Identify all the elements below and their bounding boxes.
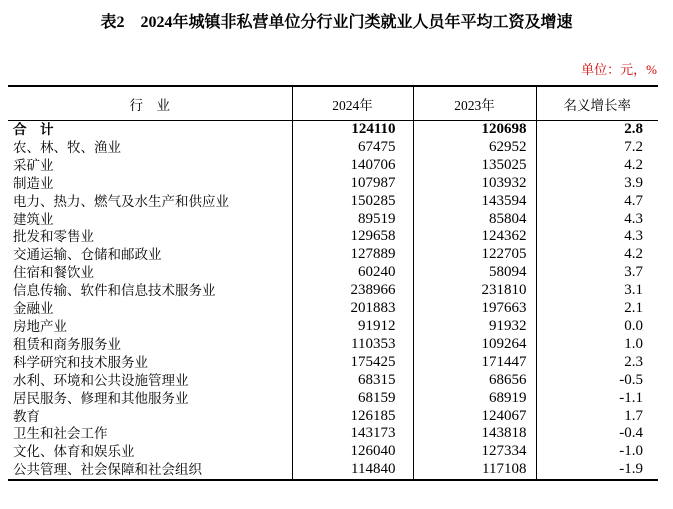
value-2023-cell: 91932 [413,318,536,336]
growth-cell: 2.1 [536,300,658,318]
value-2023-cell: 127334 [413,443,536,461]
column-header-industry: 行 业 [8,86,292,121]
growth-cell: -0.5 [536,372,658,390]
value-2024-cell: 68315 [292,372,413,390]
wage-table [8,85,658,481]
industry-cell: 建筑业 [13,211,54,227]
value-2024-cell: 143173 [292,425,413,443]
industry-cell: 住宿和餐饮业 [13,265,94,281]
table-row [8,408,658,426]
table-row [8,211,658,229]
value-2024-cell: 107987 [292,175,413,193]
table-row [8,425,658,443]
unit-note: 单位：元，% [581,62,657,77]
industry-cell: 文化、体育和娱乐业 [13,444,135,460]
table-row [8,300,658,318]
table-row [8,246,658,264]
value-2023-cell: 124362 [413,228,536,246]
value-2023-cell: 58094 [413,264,536,282]
industry-cell: 信息传输、软件和信息技术服务业 [13,283,216,299]
growth-cell: 0.0 [536,318,658,336]
industry-cell: 电力、热力、燃气及水生产和供应业 [13,193,229,209]
growth-cell: 4.2 [536,157,658,175]
growth-cell: 3.7 [536,264,658,282]
industry-cell: 居民服务、修理和其他服务业 [13,390,189,406]
industry-cell: 水利、环境和公共设施管理业 [13,372,189,388]
growth-cell: -0.4 [536,425,658,443]
table-row [8,318,658,336]
industry-cell: 教育 [13,408,40,424]
value-2024-cell: 110353 [292,336,413,354]
growth-cell: 1.7 [536,408,658,426]
table-row [8,157,658,175]
table-row [8,390,658,408]
value-2024-cell: 201883 [292,300,413,318]
industry-cell: 合 计 [13,122,54,137]
table-row [8,443,658,461]
value-2024-cell: 60240 [292,264,413,282]
value-2023-cell: 103932 [413,175,536,193]
industry-cell: 金融业 [13,301,54,317]
growth-cell: 3.1 [536,282,658,300]
industry-cell: 农、林、牧、渔业 [13,139,121,155]
value-2023-cell: 135025 [413,157,536,175]
value-2024-cell: 89519 [292,211,413,229]
value-2023-cell: 231810 [413,282,536,300]
value-2024-cell: 238966 [292,282,413,300]
table-row [8,372,658,390]
column-header-growth: 名义增长率 [536,86,658,121]
growth-cell: 4.7 [536,193,658,211]
value-2024-cell: 91912 [292,318,413,336]
page-title: 表2 2024年城镇非私营单位分行业门类就业人员年平均工资及增速 [100,14,573,31]
industry-cell: 公共管理、社会保障和社会组织 [13,462,202,478]
table-row [8,461,658,480]
value-2023-cell: 120698 [413,121,536,139]
value-2023-cell: 68919 [413,390,536,408]
value-2024-cell: 67475 [292,139,413,157]
growth-cell: 1.0 [536,336,658,354]
growth-cell: 4.3 [536,228,658,246]
table-row [8,139,658,157]
growth-cell: -1.0 [536,443,658,461]
value-2023-cell: 109264 [413,336,536,354]
value-2024-cell: 150285 [292,193,413,211]
header-row [8,86,658,121]
growth-cell: 4.2 [536,246,658,264]
table-row [8,228,658,246]
value-2023-cell: 117108 [413,461,536,480]
value-2024-cell: 124110 [292,121,413,139]
growth-cell: -1.9 [536,461,658,480]
industry-cell: 采矿业 [13,157,54,173]
value-2024-cell: 114840 [292,461,413,480]
industry-cell: 制造业 [13,175,54,191]
table-row [8,175,658,193]
industry-cell: 卫生和社会工作 [13,426,108,442]
value-2023-cell: 143818 [413,425,536,443]
growth-cell: 4.3 [536,211,658,229]
value-2023-cell: 197663 [413,300,536,318]
growth-cell: 7.2 [536,139,658,157]
industry-cell: 科学研究和技术服务业 [13,354,148,370]
value-2024-cell: 126185 [292,408,413,426]
value-2023-cell: 143594 [413,193,536,211]
column-header-2023: 2023年 [413,86,536,121]
industry-cell: 房地产业 [13,318,67,334]
growth-cell: 2.8 [536,121,658,139]
value-2023-cell: 85804 [413,211,536,229]
value-2023-cell: 62952 [413,139,536,157]
value-2024-cell: 175425 [292,354,413,372]
value-2024-cell: 127889 [292,246,413,264]
growth-cell: 3.9 [536,175,658,193]
industry-cell: 交通运输、仓储和邮政业 [13,247,162,263]
value-2023-cell: 68656 [413,372,536,390]
value-2024-cell: 129658 [292,228,413,246]
table-row [8,282,658,300]
industry-cell: 批发和零售业 [13,229,94,245]
column-header-2024: 2024年 [292,86,413,121]
value-2024-cell: 140706 [292,157,413,175]
value-2023-cell: 171447 [413,354,536,372]
table-row [8,264,658,282]
industry-cell: 租赁和商务服务业 [13,336,121,352]
table-row [8,193,658,211]
value-2023-cell: 122705 [413,246,536,264]
value-2024-cell: 68159 [292,390,413,408]
value-2023-cell: 124067 [413,408,536,426]
table-row [8,121,658,139]
table-row [8,354,658,372]
table-row [8,336,658,354]
growth-cell: -1.1 [536,390,658,408]
growth-cell: 2.3 [536,354,658,372]
value-2024-cell: 126040 [292,443,413,461]
